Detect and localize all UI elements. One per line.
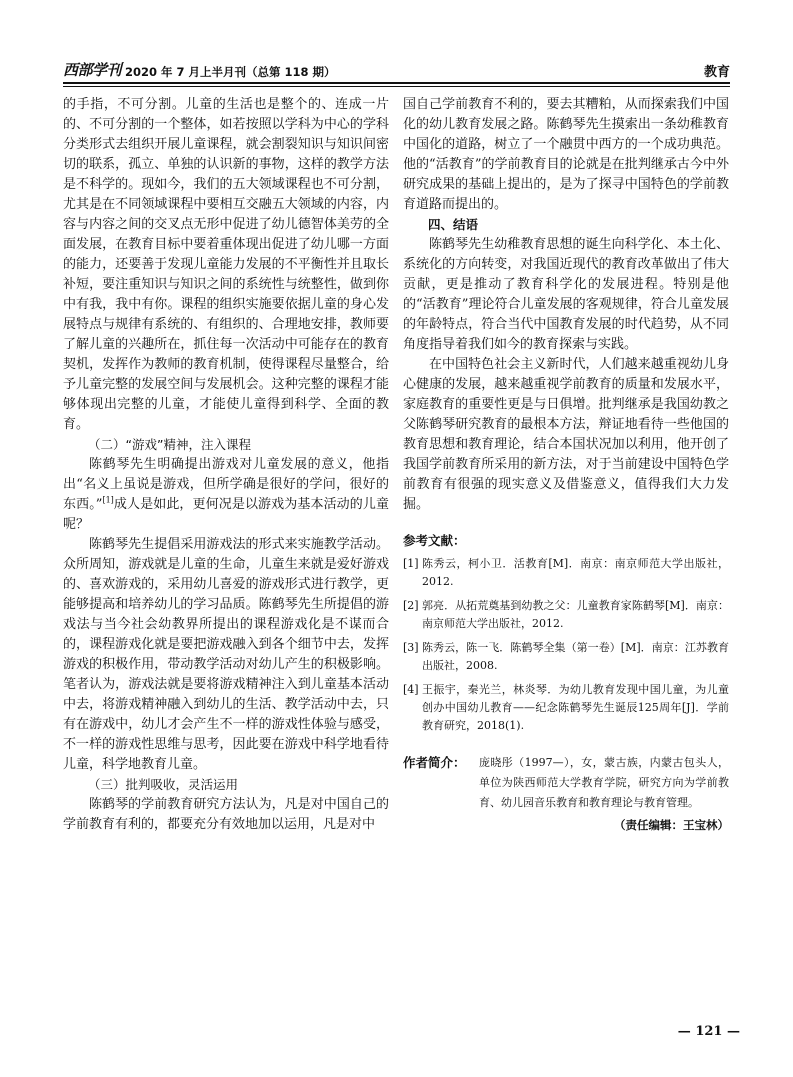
reference-item (403, 597, 729, 633)
page-number: — 121 — (677, 1024, 740, 1039)
subsection-heading: （二）“游戏”精神，注入课程 (88, 437, 251, 452)
reference-number: [1] (403, 557, 419, 570)
paragraph: 的手指，不可分割。儿童的生活也是整个的、连成一片的、不可分割的一个整体，如若按照以学科为中心的学科分类形式去组织开展儿童课程，就会割裂知识与知识间密切的联系，孤立、单独的认识新的事物，这样的教学方法是不科学的。现如今，我们的五大领域课程也不可分割，尤其是在不同领域课程中要相互交融五大领域的内容，内容与内容之间的交叉点无形中促进了幼儿德智体美劳的全面发展，在教育目标中要着重体现出促进了幼儿哪一方面的能力，还要善于发现儿童能力发展的不平衡性并且取长补短，要注重知识与知识之间的系统性与统整性，做到你中有我，我中有你。课程的组织实施要依据儿童的身心发展特点与规律有系统的、有组织的、合理地安排，教师要了解儿童的兴趣所在，抓住每一次活动中可能存在的教育契机，发挥作为教师的教育机制，使得课程尽量整合，给予儿童完整的发展空间与发展机会。这种完整的课程才能够体现出完整的儿童，才能使儿童得到科学、全面的教育。 (63, 97, 389, 432)
running-header (63, 56, 730, 80)
reference-number: [2] (403, 599, 419, 612)
reference-number: [3] (403, 641, 419, 654)
section-label: 教育 (703, 65, 730, 80)
reference-text: 陈秀云，柯小卫．活教育[M]．南京：南京师范大学出版社，2012. (422, 557, 729, 588)
citation-marker: [1] (102, 495, 114, 505)
paragraph-text: 成人是如此，更何况是以游戏为基本活动的儿童呢？ (63, 497, 389, 532)
section-heading: 四、结语 (428, 217, 479, 232)
header-rule-thin (63, 86, 730, 87)
reference-text: 郭亮．从拓荒奠基到幼教之父：儿童教育家陈鹤琴[M]．南京：南京师范大学出版社，2012. (422, 599, 729, 630)
references-title: 参考文献： (403, 533, 466, 548)
reference-text: 陈秀云，陈一飞．陈鹤琴全集（第一卷）[M]．南京：江苏教育出版社，2008. (422, 641, 729, 672)
journal-logo: 西部学刊 (63, 61, 122, 79)
subsection-heading: （三）批判吸收，灵活运用 (88, 777, 239, 792)
reference-item (403, 639, 729, 675)
author-bio-text: 庞晓彤（1997—），女，蒙古族，内蒙古包头人，单位为陕西师范大学教育学院，研究方向为学前教育、幼儿园音乐教育和教育理论与教育管理。 (479, 756, 729, 809)
header-left (63, 59, 336, 80)
reference-number: [4] (403, 683, 419, 696)
paragraph: 陈鹤琴先生幼稚教育思想的诞生向科学化、本土化、系统化的方向转变，对我国近现代的教育改革做出了伟大贡献，更是推动了教育科学化的发展进程。特别是他的“活教育”理论符合儿童发展的客观规律，符合儿童发展的年龄特点，符合当代中国教育发展的时代趋势，从不同角度指导着我们如今的教育探索与实践。 (403, 237, 729, 352)
reference-item (403, 555, 729, 591)
right-column (403, 95, 729, 833)
author-bio (403, 753, 729, 813)
paragraph-text: 陈鹤琴先生明确提出游戏对儿童发展的意义，他指出“名义上虽说是游戏，但所学确是很好的学问，很好的东西。” (63, 457, 389, 512)
reference-text: 王振宇，秦光兰，林炎琴．为幼儿教育发现中国儿童，为儿童创办中国幼儿教育——纪念陈鹤琴先生诞辰125周年[J]．学前教育研究，2018(1). (422, 683, 729, 732)
paragraph: 陈鹤琴的学前教育研究方法认为，凡是对中国自己的学前教育有利的，都要充分有效地加以运用，凡是对中 (63, 797, 389, 832)
left-column (63, 95, 389, 835)
references-list (403, 555, 729, 735)
paragraph: 陈鹤琴先生提倡采用游戏法的形式来实施教学活动。众所周知，游戏就是儿童的生命，儿童生来就是爱好游戏的、喜欢游戏的，采用幼儿喜爱的游戏形式进行教学，更能够提高和培养幼儿的学习品质。陈鹤琴先生所提倡的游戏法与当今社会幼教界所提出的课程游戏化是不谋而合的，课程游戏化就是要把游戏融入到各个细节中去，发挥游戏的积极作用，带动教学活动对幼儿产生的积极影响。笔者认为，游戏法就是要将游戏精神注入到儿童基本活动中去，将游戏精神融入到幼儿的生活、教学活动中去，只有在游戏中，幼儿才会产生不一样的游戏性体验与感受，不一样的游戏性思维与思考，因此要在游戏中科学地看待儿童，科学地教育儿童。 (63, 537, 389, 772)
paragraph (63, 455, 389, 535)
author-bio-label: 作者简介： (403, 755, 466, 770)
reference-item (403, 681, 729, 735)
header-rule-thick (63, 82, 730, 84)
issue-info: 2020 年 7 月上半月刊（总第 118 期） (125, 65, 336, 79)
paragraph: 国自己学前教育不利的，要去其糟粕，从而探索我们中国化的幼儿教育发展之路。陈鹤琴先生摸索出一条幼稚教育中国化的道路，树立了一个融贯中西方的一个成功典范。他的“活教育”的学前教育目的论就是在批判继承古今中外研究成果的基础上提出的，是为了探寻中国特色的学前教育道路而提出的。 (403, 97, 729, 212)
paragraph: 在中国特色社会主义新时代，人们越来越重视幼儿身心健康的发展，越来越重视学前教育的质量和发展水平，家庭教育的重要性更是与日俱增。批判继承是我国幼教之父陈鹤琴研究教育的最根本方法，辩证地看待一些他国的教育思想和教育理论，结合本国状况加以利用，他开创了我国学前教育所采用的新方法，对于当前建设中国特色学前教育有很强的现实意义及借鉴意义，值得我们大力发掘。 (403, 357, 729, 512)
responsible-editor: （责任编辑：王宝林） (614, 818, 729, 832)
